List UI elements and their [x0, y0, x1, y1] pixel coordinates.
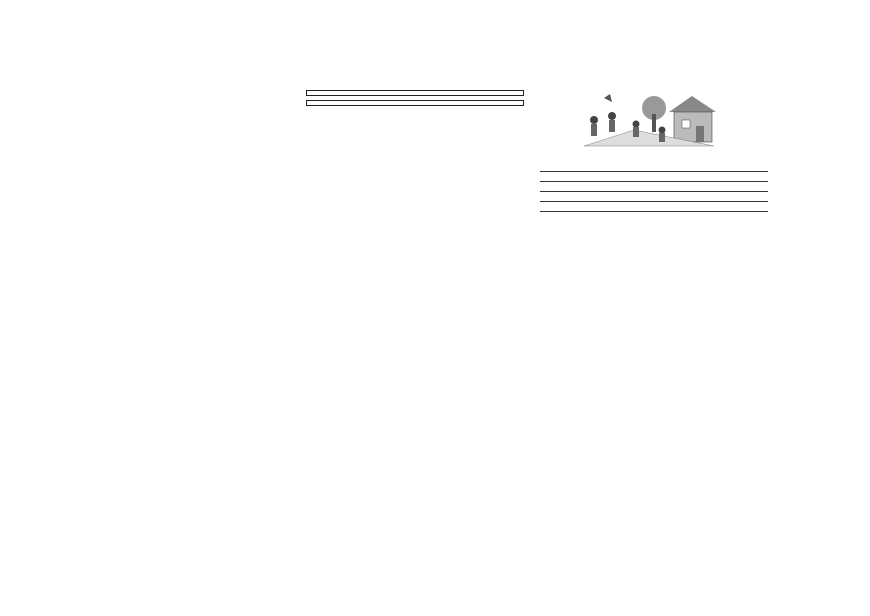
- page-5-column: [306, 86, 524, 110]
- writing-line[interactable]: [540, 166, 768, 172]
- writing-line[interactable]: [540, 196, 768, 202]
- page-4-column: [74, 86, 292, 101]
- sentence-box: [306, 100, 524, 106]
- writing-line[interactable]: [540, 206, 768, 212]
- park-scene-illustration: [574, 90, 724, 150]
- page-6-column: [540, 86, 768, 216]
- writing-line[interactable]: [540, 176, 768, 182]
- park-scene-drawing: [574, 90, 724, 150]
- writing-area[interactable]: [540, 166, 768, 212]
- word-box: [306, 90, 524, 96]
- writing-line[interactable]: [540, 186, 768, 192]
